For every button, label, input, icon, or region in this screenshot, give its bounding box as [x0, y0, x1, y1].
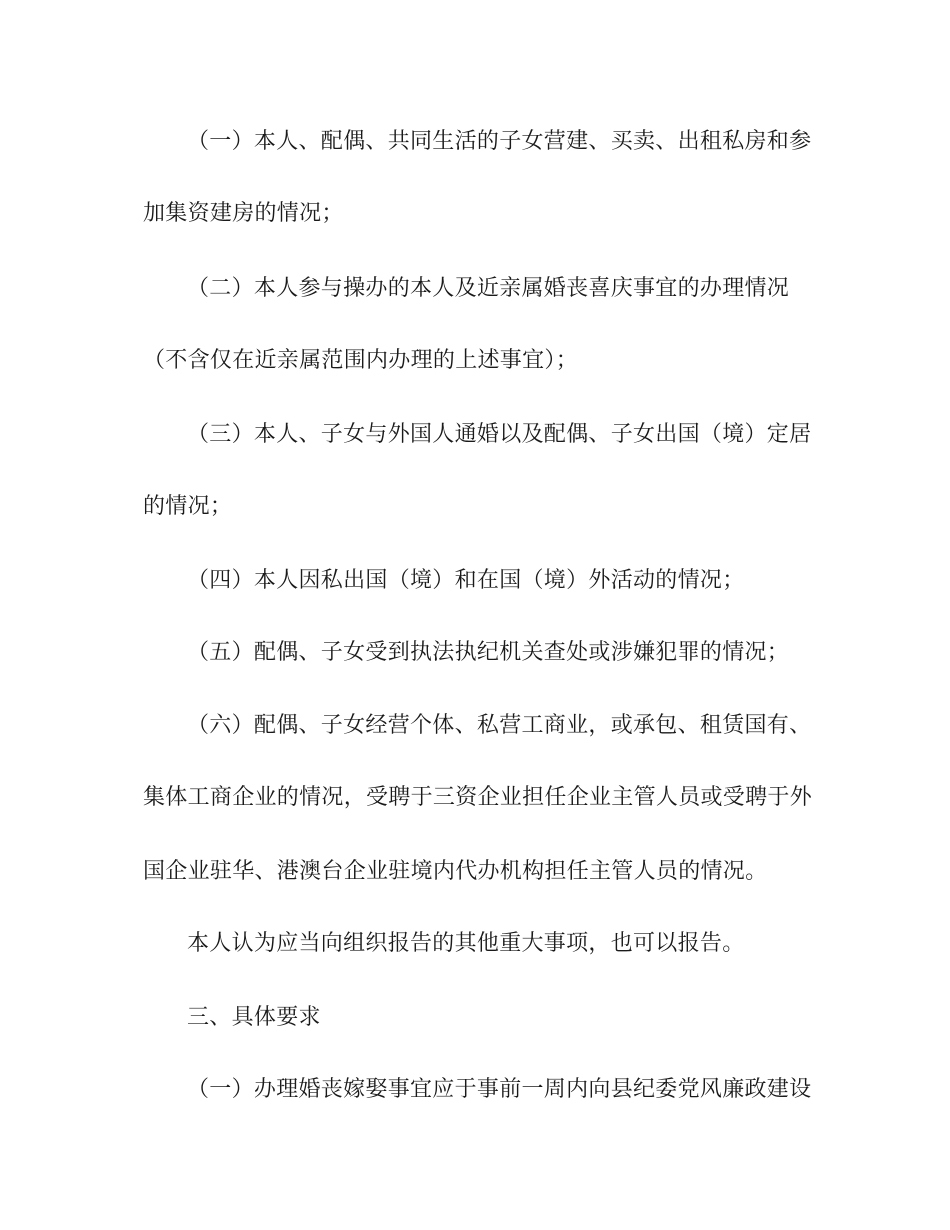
paragraph-other-matters: 本人认为应当向组织报告的其他重大事项，也可以报告。 — [187, 931, 745, 956]
paragraph-item-6-line-3: 国企业驻华、港澳台企业驻境内代办机构担任主管人员的情况。 — [143, 859, 768, 884]
paragraph-item-6-line-2: 集体工商企业的情况，受聘于三资企业担任企业主管人员或受聘于外 — [143, 785, 813, 810]
requirement-item-1-line-1: （一）办理婚丧嫁娶事宜应于事前一周内向县纪委党风廉政建设 — [187, 1077, 812, 1102]
paragraph-item-1-line-1: （一）本人、配偶、共同生活的子女营建、买卖、出租私房和参 — [187, 129, 812, 154]
paragraph-item-5: （五）配偶、子女受到执法执纪机关查处或涉嫌犯罪的情况； — [187, 640, 790, 665]
paragraph-item-1-line-2: 加集资建房的情况； — [143, 201, 344, 226]
paragraph-item-3-line-1: （三）本人、子女与外国人通婚以及配偶、子女出国（境）定居 — [187, 422, 812, 447]
paragraph-item-2-line-2: （不含仅在近亲属范围内办理的上述事宜）； — [143, 348, 579, 373]
paragraph-item-2-line-1: （二）本人参与操办的本人及近亲属婚丧喜庆事宜的办理情况 — [187, 276, 790, 301]
paragraph-item-4: （四）本人因私出国（境）和在国（境）外活动的情况； — [187, 568, 745, 593]
paragraph-item-3-line-2: 的情况； — [143, 494, 233, 519]
paragraph-item-6-line-1: （六）配偶、子女经营个体、私营工商业，或承包、租赁国有、 — [187, 713, 812, 738]
section-heading-3: 三、具体要求 — [187, 1005, 321, 1030]
